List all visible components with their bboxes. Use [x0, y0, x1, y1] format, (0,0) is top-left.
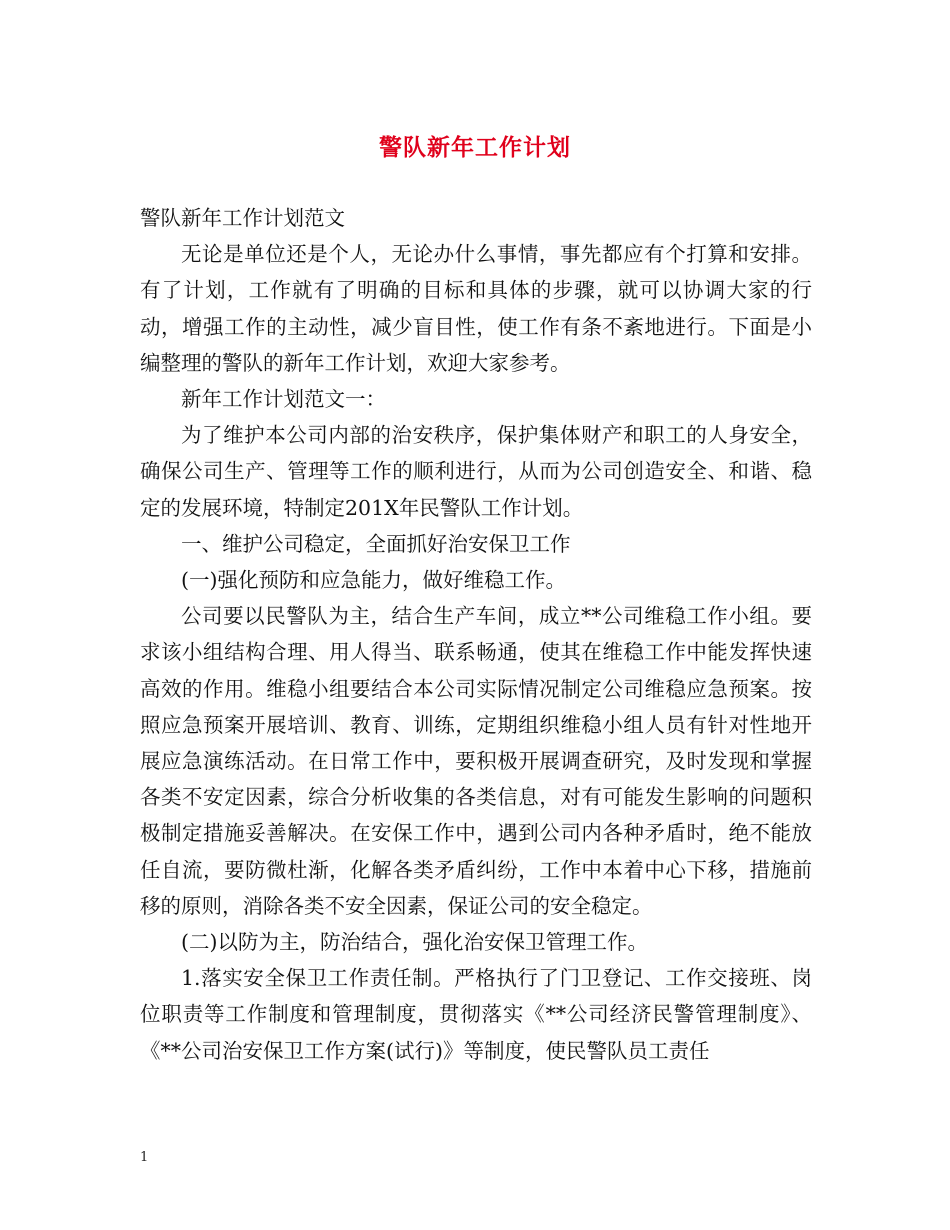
paragraph: 无论是单位还是个人，无论办什么事情，事先都应有个打算和安排。有了计划，工作就有了明确的目标和具体的步骤，就可以协调大家的行动，增强工作的主动性，减少盲目性，使工作有条不紊地进行。下面是小编整理的警队的新年工作计划，欢迎大家参考。	[140, 242, 812, 375]
subsection-heading: (二)以防为主，防治结合，强化治安保卫管理工作。	[181, 930, 648, 955]
section-heading: 一、维护公司稳定，全面抓好治安保卫工作	[181, 531, 571, 556]
paragraph: 为了维护本公司内部的治安秩序，保护集体财产和职工的人身安全，确保公司生产、管理等工作的顺利进行，从而为公司创造安全、和谐、稳定的发展环境，特制定201X年民警队工作计划。	[140, 423, 812, 520]
paragraph: 公司要以民警队为主，结合生产车间，成立**公司维稳工作小组。要求该小组结构合理、用人得当、联系畅通，使其在维稳工作中能发挥快速高效的作用。维稳小组要结合本公司实际情况制定公司维稳应急预案。按照应急预案开展培训、教育、训练，定期组织维稳小组人员有针对性地开展应急演练活动。在日常工作中，要积极开展调查研究，及时发现和掌握各类不安定因素，综合分析收集的各类信息，对有可能发生影响的问题积极制定措施妥善解决。在安保工作中，遇到公司内各种矛盾时，绝不能放任自流，要防微杜渐，化解各类矛盾纠纷，工作中本着中心下移，措施前移的原则，消除各类不安全因素，保证公司的安全稳定。	[140, 604, 812, 918]
document-body	[140, 200, 812, 1069]
paragraph: 1.落实安全保卫工作责任制。严格执行了门卫登记、工作交接班、岗位职责等工作制度和管理制度，贯彻落实《**公司经济民警管理制度》、《**公司治安保卫工作方案(试行)》等制度，使民警队员工责任	[140, 966, 812, 1063]
document-subtitle: 警队新年工作计划范文	[140, 206, 345, 230]
paragraph: 新年工作计划范文一：	[181, 387, 386, 412]
subsection-heading: (一)强化预防和应急能力，做好维稳工作。	[181, 568, 566, 593]
page-number: 1	[140, 1150, 149, 1165]
document-title: 警队新年工作计划	[379, 134, 571, 161]
